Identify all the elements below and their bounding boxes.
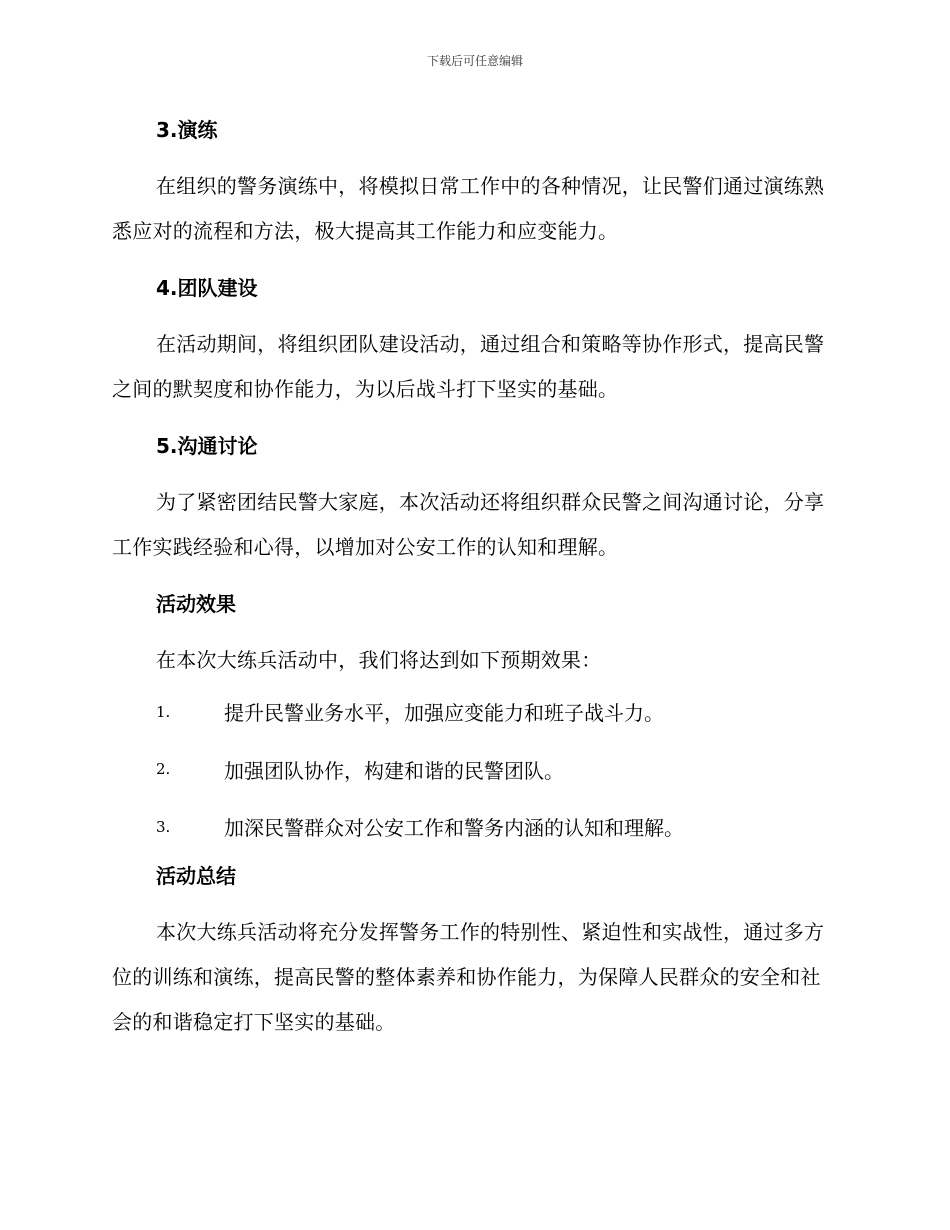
section-heading-drill: 3.演练 [156,118,218,142]
section-heading-summary: 活动总结 [156,863,236,888]
section-heading-communication: 5.沟通讨论 [156,434,258,458]
list-item [156,683,832,741]
list-item-number: 3. [156,817,171,836]
section-body-drill: 在组织的警务演练中，将模拟日常工作中的各种情况，让民警们通过演练熟悉应对的流程和方法，极大提高其工作能力和应变能力。 [112,174,825,243]
list-item-number: 2. [156,760,171,779]
section-body-communication: 为了紧密团结民警大家庭，本次活动还将组织群众民警之间沟通讨论，分享工作实践经验和心得，以增加对公安工作的认知和理解。 [112,490,825,559]
effects-list [112,683,832,856]
list-item-number: 1. [156,702,171,721]
list-item [156,798,832,856]
section-body-team: 在活动期间，将组织团队建设活动，通过组合和策略等协作形式，提高民警之间的默契度和协作能力，为以后战斗打下坚实的基础。 [112,332,825,401]
list-item-text: 提升民警业务水平，加强应变能力和班子战斗力。 [224,701,664,726]
section-heading-team: 4.团队建设 [156,276,258,300]
list-item-text: 加强团队协作，构建和谐的民警团队。 [224,758,564,783]
section-intro-effects: 在本次大练兵活动中，我们将达到如下预期效果： [156,648,602,672]
page-header: 下载后可任意编辑 [426,54,523,68]
document-body [112,110,832,1045]
section-body-summary: 本次大练兵活动将充分发挥警务工作的特别性、紧迫性和实战性，通过多方位的训练和演练，提高民警的整体素养和协作能力，为保障人民群众的安全和社会的和谐稳定打下坚实的基础。 [112,919,825,1034]
list-item [156,741,832,799]
list-item-text: 加深民警群众对公安工作和警务内涵的认知和理解。 [224,816,684,841]
section-heading-effects: 活动效果 [156,592,236,616]
